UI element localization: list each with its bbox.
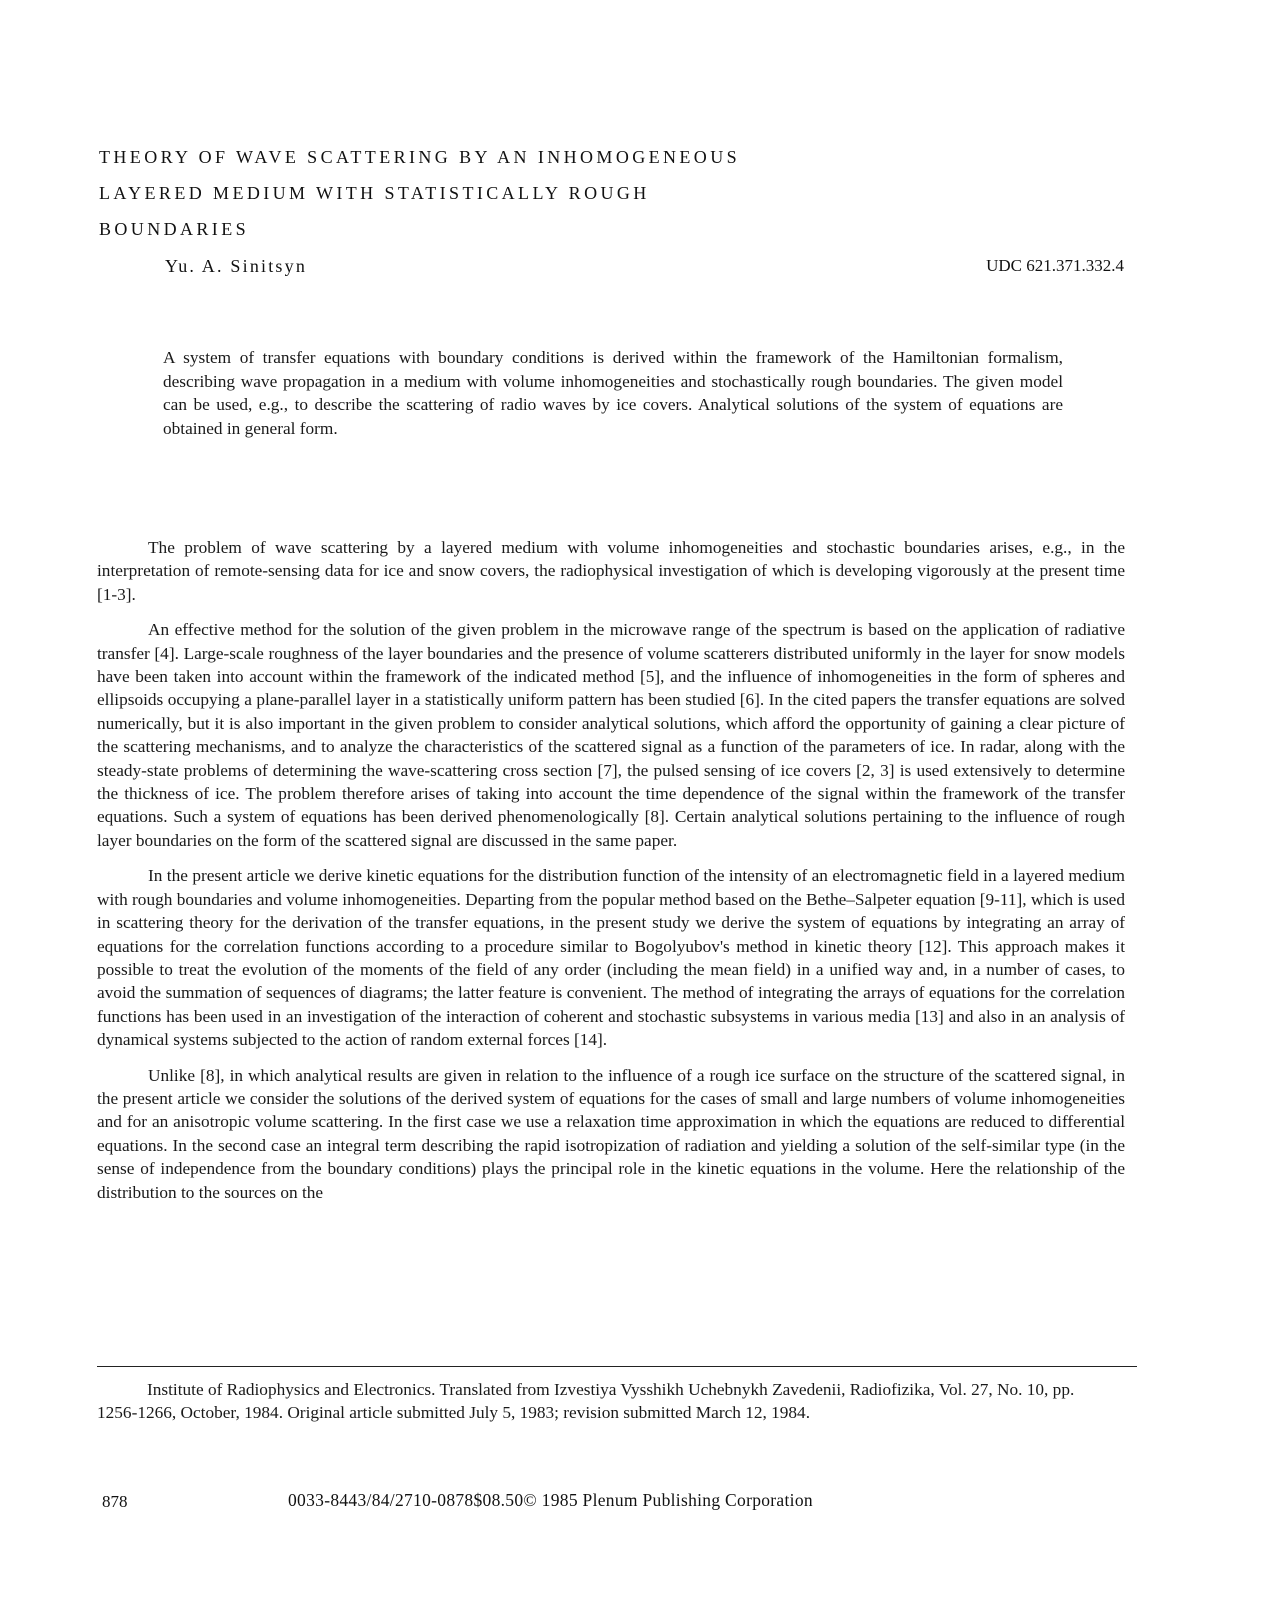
udc-code: UDC 621.371.332.4 bbox=[986, 256, 1124, 275]
title-line: THEORY OF WAVE SCATTERING BY AN INHOMOGENEOUS bbox=[99, 147, 741, 167]
article-title bbox=[99, 139, 859, 247]
body-paragraph: In the present article we derive kinetic equations for the distribution function of the intensity of an electromagnetic field in a layered medium with rough boundaries and volume inhomogeneities. Departing from the popular method based on the Bethe–Salpeter equation [9-11], which is used in scattering theory for the derivation of the transfer equations, in the present study we derive the system of equations by integrating an array of equations for the correlation functions according to a procedure similar to Bogolyubov's method in kinetic theory [12]. This approach makes it possible to treat the evolution of the moments of the field of any order (including the mean field) in a unified way and, in a number of cases, to avoid the summation of sequences of diagrams; the latter feature is convenient. The method of integrating the arrays of equations for the correlation functions has been used in an investigation of the interaction of coherent and stochastic subsystems in various media [13] and also in an analysis of dynamical systems subjected to the action of random external forces [14]. bbox=[97, 866, 1125, 1050]
article-body bbox=[97, 536, 1125, 1216]
title-line: BOUNDARIES bbox=[99, 219, 250, 239]
body-paragraph: The problem of wave scattering by a layered medium with volume inhomogeneities and stochastic boundaries arises, e.g., in the interpretation of remote-sensing data for ice and snow covers, the radiophysical investigation of which is developing vigorously at the present time [1-3]. bbox=[97, 538, 1125, 604]
footnote-divider bbox=[97, 1366, 1137, 1367]
page-number: 878 bbox=[102, 1492, 128, 1511]
abstract: A system of transfer equations with boundary conditions is derived within the framework of the Hamiltonian formalism, describing wave propagation in a medium with volume inhomogeneities and stochastically rough boundaries. The given model can be used, e.g., to describe the scattering of radio waves by ice covers. Analytical solutions of the system of equations are obtained in general form. bbox=[163, 348, 1063, 438]
footnote: Institute of Radiophysics and Electronics. Translated from Izvestiya Vysshikh Uchebnykh Zavedenii, Radiofizika, Vol. 27, No. 10, pp. 1256-1266, October, 1984. Original article submitted July 5, 1983; revision submitted March 12, 1984. bbox=[97, 1380, 1075, 1423]
title-line: LAYERED MEDIUM WITH STATISTICALLY ROUGH bbox=[99, 183, 650, 203]
body-paragraph: Unlike [8], in which analytical results are given in relation to the influence of a rough ice surface on the structure of the scattered signal, in the present article we consider the solutions of the derived system of equations for the cases of small and large numbers of volume inhomogeneities and for an anisotropic volume scattering. In the first case we use a relaxation time approximation in which the equations are reduced to differential equations. In the second case an integral term describing the rapid isotropization of radiation and yielding a solution of the self-similar type (in the sense of independence from the boundary conditions) plays the principal role in the kinetic equations in the volume. Here the relationship of the distribution to the sources on the bbox=[97, 1065, 1125, 1202]
author-name: Yu. A. Sinitsyn bbox=[165, 256, 308, 276]
copyright-line: 0033-8443/84/2710-0878$08.50© 1985 Plenum Publishing Corporation bbox=[288, 1490, 813, 1510]
body-paragraph: An effective method for the solution of the given problem in the microwave range of the spectrum is based on the application of radiative transfer [4]. Large-scale roughness of the layer boundaries and the presence of volume scatterers distributed uniformly in the layer for snow models have been taken into account within the framework of the indicated method [5], and the influence of inhomogeneities in the form of spheres and ellipsoids occupying a plane-parallel layer in a statistically uniform pattern has been studied [6]. In the cited papers the transfer equations are solved numerically, but it is also important in the given problem to consider analytical solutions, which afford the opportunity of gaining a clear picture of the scattering mechanisms, and to analyze the characteristics of the scattered signal as a function of the parameters of ice. In radar, along with the steady-state problems of determining the wave-scattering cross section [7], the pulsed sensing of ice covers [2, 3] is used extensively to determine the thickness of ice. The problem therefore arises of taking into account the time dependence of the signal within the framework of the transfer equations. Such a system of equations has been derived phenomenologically [8]. Certain analytical solutions pertaining to the influence of rough layer boundaries on the form of the scattered signal are discussed in the same paper. bbox=[97, 620, 1125, 850]
